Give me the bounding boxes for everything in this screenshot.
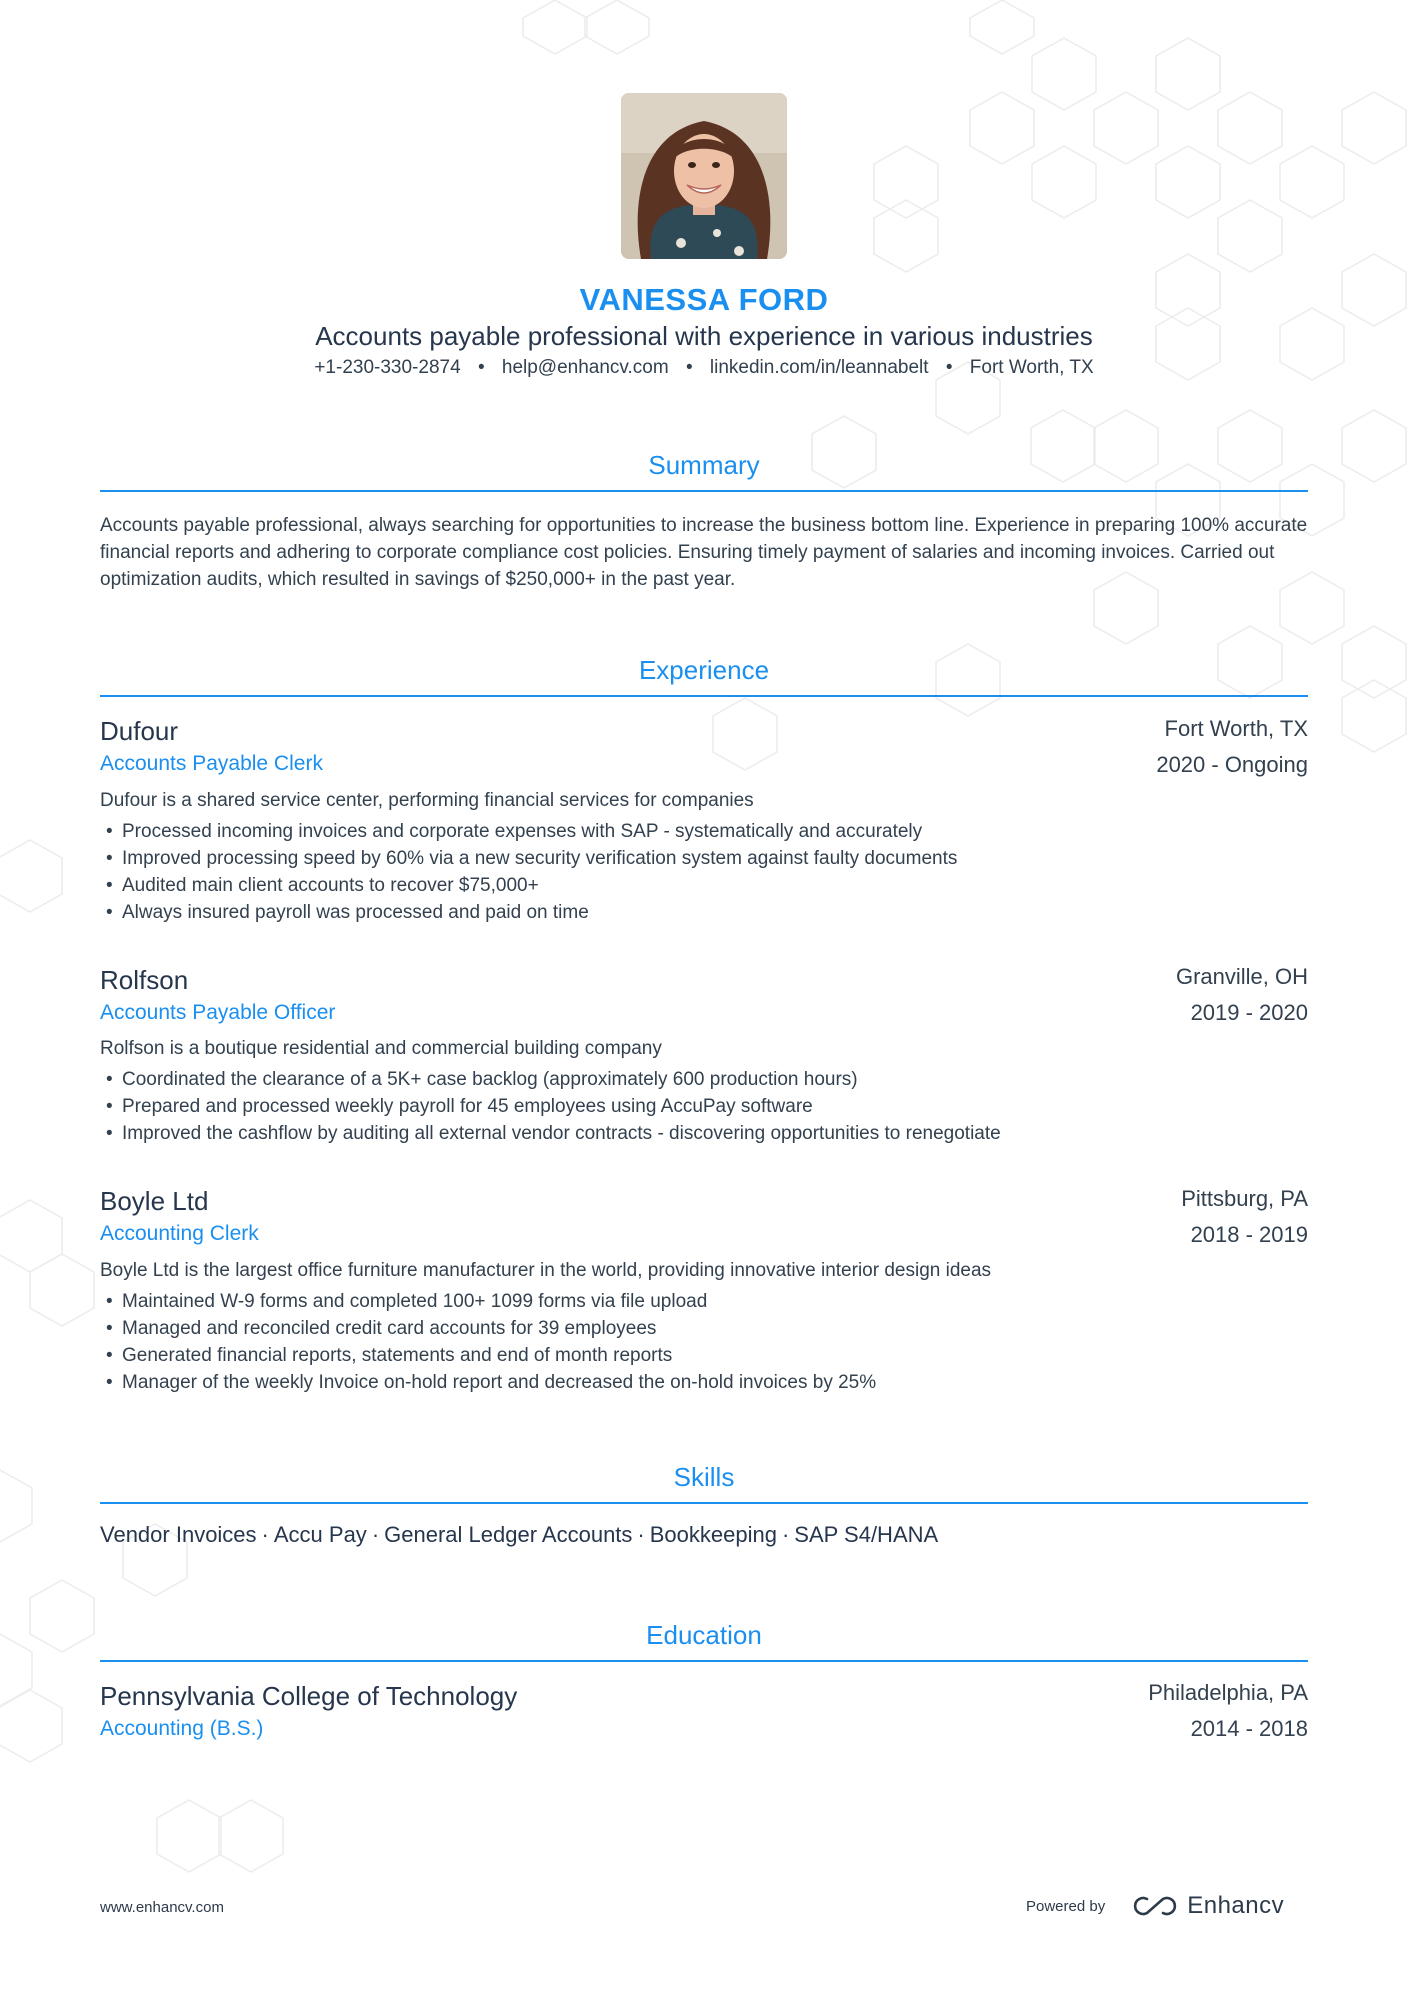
job-company: Dufour: [100, 716, 179, 746]
summary-divider: [100, 490, 1308, 492]
job-bullet: • Improved processing speed by 60% via a new security verification system against faulty documents: [100, 845, 1308, 872]
education-degree: Accounting (B.S.): [100, 1717, 264, 1740]
candidate-name: VANESSA FORD: [579, 282, 829, 317]
job-bullet: • Processed incoming invoices and corporate expenses with SAP - systematically and accurately: [100, 818, 1308, 845]
brand-name: Enhancv: [1187, 1892, 1285, 1919]
job-location: Granville, OH: [1175, 964, 1308, 989]
education-location: Philadelphia, PA: [1148, 1680, 1308, 1705]
job-role: Accounts Payable Officer: [100, 1001, 336, 1024]
job-bullets: [100, 818, 1308, 926]
job-company: Rolfson: [100, 965, 189, 995]
job-description: Boyle Ltd is the largest office furniture manufacturer in the world, providing innovative interior design ideas: [100, 1260, 992, 1281]
job-dates: 2020 - Ongoing: [1156, 752, 1308, 777]
phone-link[interactable]: +1-230-330-2874: [314, 357, 461, 378]
job-role: Accounting Clerk: [100, 1222, 259, 1245]
powered-by-label: Powered by: [1026, 1897, 1106, 1915]
job-description: Rolfson is a boutique residential and commercial building company: [100, 1038, 662, 1059]
education-heading: Education: [646, 1620, 762, 1650]
skills-heading: Skills: [673, 1462, 735, 1492]
skill-item: Accu Pay: [273, 1522, 367, 1547]
skill-separator: ·: [371, 1522, 380, 1547]
job-bullet: • Generated financial reports, statements and end of month reports: [100, 1342, 1308, 1369]
education-dates: 2014 - 2018: [1190, 1716, 1308, 1741]
job-location: Pittsburg, PA: [1181, 1186, 1308, 1211]
skills-divider: [100, 1502, 1308, 1504]
footer-website-link[interactable]: www.enhancv.com: [100, 1899, 224, 1916]
job-dates: 2018 - 2019: [1190, 1222, 1308, 1247]
job-dates: 2019 - 2020: [1190, 1000, 1308, 1025]
contact-separator: •: [477, 357, 485, 378]
job-bullet: • Prepared and processed weekly payroll for 45 employees using AccuPay software: [100, 1093, 1308, 1120]
profile-photo-image: [621, 93, 787, 259]
job-bullet: • Managed and reconciled credit card accounts for 39 employees: [100, 1315, 1308, 1342]
candidate-headline: Accounts payable professional with experience in various industries: [315, 321, 1093, 351]
job-location: Fort Worth, TX: [1164, 716, 1308, 741]
job-bullets: [100, 1288, 1308, 1396]
contact-separator: •: [685, 357, 693, 378]
job-role: Accounts Payable Clerk: [100, 752, 323, 775]
linkedin-link[interactable]: linkedin.com/in/leannabelt: [709, 357, 929, 378]
job-bullet: • Audited main client accounts to recover $75,000+: [100, 872, 1308, 899]
job-bullet: • Coordinated the clearance of a 5K+ case backlog (approximately 600 production hours): [100, 1066, 1308, 1093]
skill-separator: ·: [637, 1522, 645, 1547]
experience-heading: Experience: [638, 655, 770, 685]
summary-text: Accounts payable professional, always searching for opportunities to increase the business bottom line. Experience in preparing 100% accurate financial reports and adhering to corporate compliance cost policies. Ensuring timely payment of salaries and incoming invoices. Carried out optimization audits, which resulted in savings of $250,000+ in the past year.: [100, 515, 1308, 590]
skill-separator: ·: [261, 1522, 269, 1547]
contact-line: [100, 357, 1308, 379]
job-bullet: • Improved the cashflow by auditing all external vendor contracts - discovering opportunities to renegotiate: [100, 1120, 1308, 1147]
job-description: Dufour is a shared service center, performing financial services for companies: [100, 790, 754, 811]
skill-item: SAP S4/HANA: [794, 1522, 939, 1547]
job-bullet: • Always insured payroll was processed and paid on time: [100, 899, 1308, 926]
enhancv-logo-icon: [1131, 1894, 1179, 1918]
skill-item: General Ledger Accounts: [384, 1522, 633, 1547]
skill-item: Vendor Invoices: [100, 1522, 257, 1547]
skills-list: [100, 1522, 938, 1548]
summary-heading: Summary: [648, 450, 760, 480]
profile-photo: [621, 93, 787, 259]
job-bullet: • Manager of the weekly Invoice on-hold report and decreased the on-hold invoices by 25%: [100, 1369, 1308, 1396]
location-text: Fort Worth, TX: [969, 357, 1094, 378]
email-link[interactable]: help@enhancv.com: [501, 357, 669, 378]
job-bullet: • Maintained W-9 forms and completed 100+ 1099 forms via file upload: [100, 1288, 1308, 1315]
job-company: Boyle Ltd: [100, 1186, 209, 1216]
contact-separator: •: [945, 357, 953, 378]
education-school: Pennsylvania College of Technology: [100, 1681, 518, 1711]
education-divider: [100, 1660, 1308, 1662]
skill-item: Bookkeeping: [649, 1522, 777, 1547]
experience-divider: [100, 695, 1308, 697]
skill-separator: ·: [781, 1522, 790, 1547]
footer-branding: [1026, 1888, 1284, 1924]
job-bullets: [100, 1066, 1308, 1147]
